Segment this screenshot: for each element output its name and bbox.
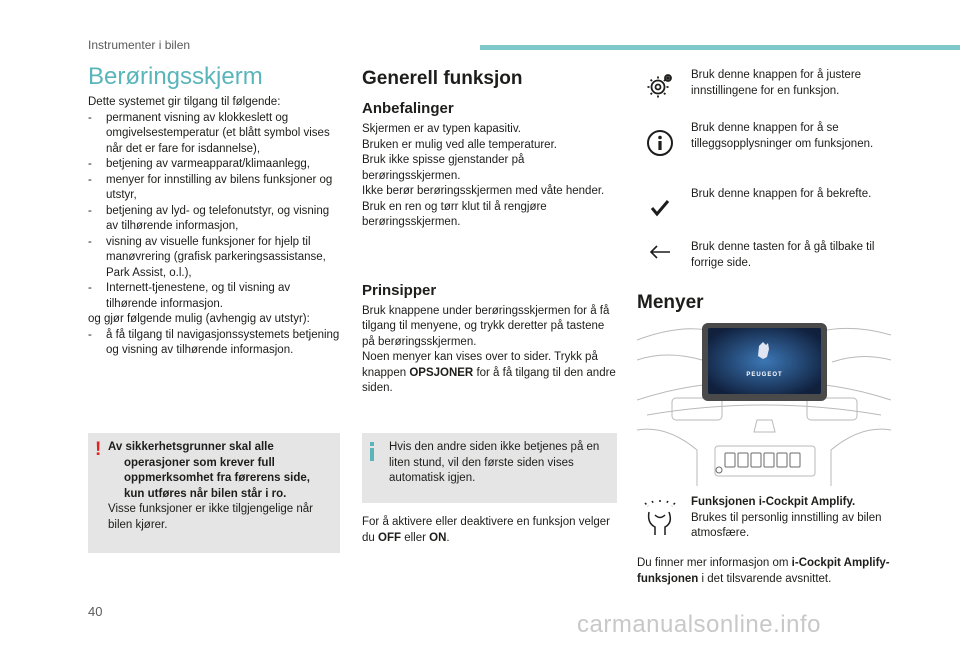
button-row-confirm [637,187,897,221]
info-icon [637,127,682,159]
page-number: 40 [88,604,103,619]
info-button-text: Bruk denne knappen for å se tilleggsopplysninger om funksjonen. [691,122,874,150]
safety-warning-box [88,433,340,553]
heading-principles: Prinsipper [362,281,437,299]
recommendations-text: Skjermen er av typen kapasitiv. Bruken er mulig ved alle temperaturer. Bruk ikke spisse gjenstander på berøringsskjermen. Ikke berør berøringsskjermen med våte hender. Bruk en ren og tørr klut til å rengjøre berøringsskjermen. [362,123,605,228]
button-row-settings [637,68,897,102]
icockpit-text: Funksjonen i-Cockpit Amplify. Brukes til personlig innstilling av bilen atmosfære. [691,496,882,539]
info-note-text: Hvis den andre siden ikke betjenes på en liten stund, vil den første siden vises automatisk igjen. [389,441,600,484]
list-item: - visning av visuelle funksjoner for hjelp til manøvrering (grafisk parkeringsassistanse, Park Assist, o.l.), [88,235,326,279]
optional-feature-list [88,328,340,359]
list-item: - å få tilgang til navigasjonssystemets betjening og visning av tilhørende informasjon. [88,328,340,356]
dashboard-illustration [637,320,891,486]
settings-gear-icon [637,70,682,102]
principles-text: Bruk knappene under berøringsskjermen for å få tilgang til menyene, og trykk deretter på tastene på berøringsskjermen. Noen menyer kan vises over to sider. Trykk på knappen OPSJONER for å få tilgang til den andre siden. [362,304,616,394]
outro-text: og gjør følgende mulig (avhengig av utstyr): [88,313,310,325]
checkmark-icon [637,192,682,224]
list-item: - permanent visning av klokkeslett og omgivelsestemperatur (et blått symbol vises når det er fare for isdannelse), [88,111,330,155]
back-button-text: Bruk denne tasten for å gå tilbake til forrige side. [691,241,875,269]
icockpit-amplify-icon [637,497,682,541]
info-marker-icon [370,442,374,462]
watermark: carmanualsonline.info [577,611,821,638]
warning-bold-text: Av sikkerhetsgrunner skal alle operasjoner som krever full oppmerksomhet fra førerens side, kun utføres når bilen står i ro. [108,441,310,500]
list-item: - menyer for innstilling av bilens funksjoner og utstyr, [88,173,333,201]
section-title-general: Generell funksjon [362,68,523,89]
list-item: - Internett-tjenestene, og til visning av tilhørende informasjon. [88,282,291,310]
section-title-menus: Menyer [637,292,704,313]
warning-text: Visse funksjoner er ikke tilgjengelige når bilen kjører. [108,503,313,531]
feature-list [88,111,340,313]
warning-icon: ! [95,439,102,460]
section-label: Instrumenter i bilen [88,38,191,52]
toggle-instruction: For å aktivere eller deaktivere en funksjon velger du OFF eller ON. [362,516,611,544]
heading-recommendations: Anbefalinger [362,100,454,117]
screen-brand-label: PEUGEOT [746,372,783,378]
list-item: - betjening av lyd- og telefonutstyr, og visning av tilhørende informasjon, [88,204,330,232]
button-row-back [637,240,897,274]
confirm-button-text: Bruk denne knappen for å bekrefte. [691,188,872,200]
back-arrow-icon [637,236,682,268]
page-title: Berøringsskjerm [88,63,263,90]
info-note-box [362,433,617,503]
header-accent-bar [480,45,960,50]
list-item: - betjening av varmeapparat/klimaanlegg, [88,158,310,170]
column-general-function [362,62,617,397]
button-row-info [637,121,897,155]
settings-button-text: Bruk denne knappen for å justere innstillingene for en funksjon. [691,69,862,97]
more-info-text: Du finner mer informasjon om i-Cockpit Amplify-funksjonen i det tilsvarende avsnittet. [637,557,890,585]
intro-text: Dette systemet gir tilgang til følgende: [88,96,281,108]
icockpit-row [637,495,897,541]
column-touchscreen [88,62,340,359]
